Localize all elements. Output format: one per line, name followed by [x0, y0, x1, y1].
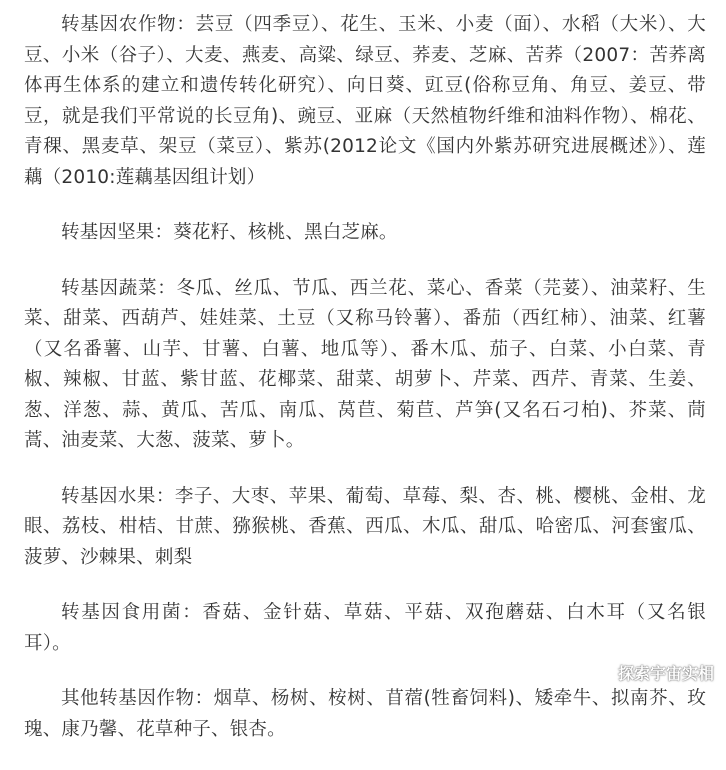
- paragraph-fungi: 转基因食用菌：香菇、金针菇、草菇、平菇、双孢蘑菇、白木耳（又名银耳）。: [24, 602, 706, 654]
- article-body: [24, 10, 706, 770]
- paragraph-crops: 转基因农作物：芸豆（四季豆）、花生、玉米、小麦（面）、水稻（大米）、大豆、小米（谷子）、大麦、燕麦、高粱、绿豆、荞麦、芝麻、苦荞（2007：苦荞离体再生体系的建立和遗传转化研究）、向日葵、豇豆(俗称豆角、角豆、姜豆、带豆，就是我们平常说的长豆角)、豌豆、亚麻（天然植物纤维和油料作物）、棉花、青稞、黑麦草、架豆（菜豆）、紫苏(2012论文《国内外紫苏研究进展概述》）、莲藕（2010:莲藕基因组计划）: [24, 14, 706, 188]
- watermark-text: 探索宇宙实相: [617, 664, 714, 683]
- paragraph-vegetables: 转基因蔬菜：冬瓜、丝瓜、节瓜、西兰花、菜心、香菜（芫荽）、油菜籽、生菜、甜菜、西葫芦、娃娃菜、土豆（又称马铃薯）、番茄（西红柿）、油菜、红薯（又名番薯、山芋、甘薯、白薯、地瓜等）、番木瓜、茄子、白菜、小白菜、青椒、辣椒、甘蓝、紫甘蓝、花椰菜、甜菜、胡萝卜、芹菜、西芹、青菜、生姜、葱、洋葱、蒜、黄瓜、苦瓜、南瓜、莴苣、菊苣、芦笋(又名石刁柏)、芥菜、茼蒿、油麦菜、大葱、菠菜、萝卜。: [24, 277, 706, 451]
- paragraph-nuts: 转基因坚果：葵花籽、核桃、黑白芝麻。: [61, 222, 398, 243]
- paragraph-fruits: 转基因水果：李子、大枣、苹果、葡萄、草莓、梨、杏、桃、樱桃、金柑、龙眼、荔枝、柑桔、甘蔗、猕猴桃、香蕉、西瓜、木瓜、甜瓜、哈密瓜、河套蜜瓜、菠萝、沙棘果、刺梨: [24, 485, 706, 568]
- paragraph-other: 其他转基因作物：烟草、杨树、桉树、苜蓿(牲畜饲料)、矮牵牛、拟南芥、玫瑰、康乃馨、花草种子、银杏。: [24, 688, 706, 740]
- watermark: [588, 661, 714, 684]
- wechat-icon: [588, 663, 612, 683]
